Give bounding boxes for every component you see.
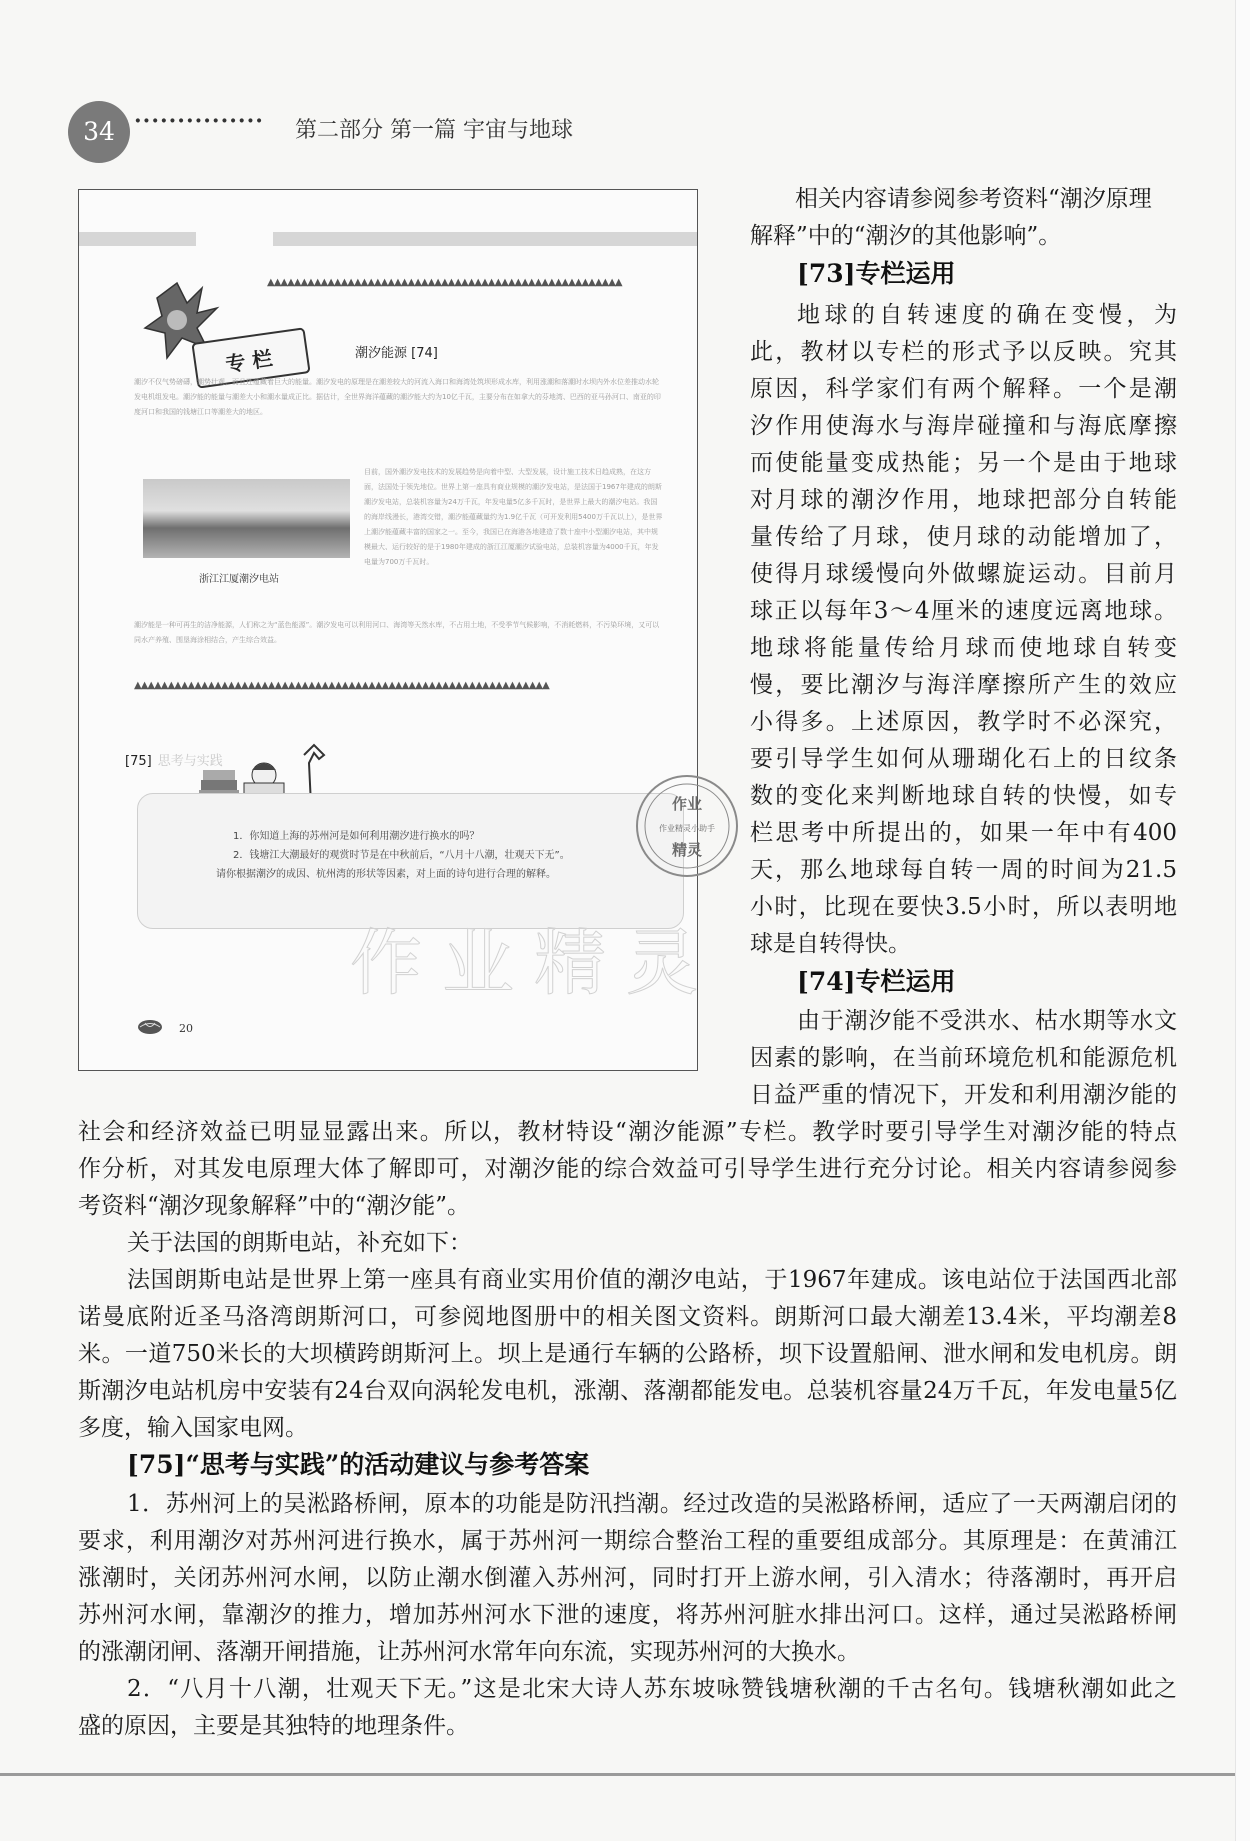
para-r2: 解释”中的“潮汐的其他影响”。 bbox=[750, 223, 1062, 249]
inset-divider-top: ▲▲▲▲▲▲▲▲▲▲▲▲▲▲▲▲▲▲▲▲▲▲▲▲▲▲▲▲▲▲▲▲▲▲▲▲▲▲▲▲▲▲▲▲▲▲▲▲▲▲▲▲▲ bbox=[267, 277, 622, 288]
para-r11: 球正以每年3～4厘米的速度远离地球。 bbox=[750, 598, 1177, 624]
photo-caption: 浙江江厦潮汐电站 bbox=[199, 574, 279, 585]
para-f11: 要求，利用潮汐对苏州河进行换水，属于苏州河一期综合整治工程的重要组成部分。其原理是：在黄浦江 bbox=[78, 1528, 1177, 1554]
para-f8: 斯潮汐电站机房中安装有24台双向涡轮发电机，涨潮、落潮都能发电。总装机容量24万千瓦，年发电量5亿 bbox=[78, 1378, 1177, 1404]
para-f15: 2．“八月十八潮，壮观天下无。”这是北宋大诗人苏东坡咏赞钱塘秋潮的千古名句。钱塘秋潮如此之 bbox=[127, 1676, 1177, 1702]
para-r10: 使得月球缓慢向外做螺旋运动。目前月 bbox=[750, 561, 1177, 587]
heading-75: [75]“思考与实践”的活动建议与参考答案 bbox=[127, 1450, 590, 1479]
para-f3: 考资料“潮汐现象解释”中的“潮汐能”。 bbox=[78, 1193, 471, 1219]
para-r8: 对月球的潮汐作用，地球把部分自转能 bbox=[750, 487, 1177, 513]
para-f9: 多度，输入国家电网。 bbox=[78, 1415, 308, 1441]
zhuanlan-text: 专 栏 bbox=[224, 346, 274, 377]
para-r16: 数的变化来判断地球自转的快慢，如专 bbox=[750, 783, 1177, 809]
zhuanlan-label-graphic bbox=[137, 278, 317, 388]
para-f16: 盛的原因，主要是其独特的地理条件。 bbox=[78, 1713, 469, 1739]
power-station-photo bbox=[143, 479, 350, 558]
header-dots: ··············· bbox=[134, 108, 264, 134]
para-r15: 要引导学生如何从珊瑚化石上的日纹条 bbox=[750, 746, 1177, 772]
para-r17: 栏思考中所提出的，如果一年中有400 bbox=[750, 820, 1177, 846]
para-f13: 苏州河水闸，靠潮汐的推力，增加苏州河水下泄的速度，将苏州河脏水排出河口。这样，通过吴淞路桥闸 bbox=[78, 1602, 1177, 1628]
tag-75-faint: 思考与实践 bbox=[157, 754, 223, 769]
box-title: 潮汐能源 [74] bbox=[355, 346, 438, 361]
question-2b: 请你根据潮汐的成因、杭州湾的形状等因素，对上面的诗句进行合理的解释。 bbox=[216, 869, 556, 880]
inset-paragraph-3: 潮汐能是一种可再生的洁净能源，人们称之为“蓝色能源”。潮汐发电可以利用河口、海湾等天然水库，不占用土地，不受季节气候影响，不消耗燃料，不污染环境，又可以同水产养殖、围垦海涂相结合，产生综合效益。 bbox=[134, 621, 660, 644]
para-f2: 作分析，对其发电原理大体了解即可，对潮汐能的综合效益可引导学生进行充分讨论。相关内容请参阅参 bbox=[78, 1156, 1177, 1182]
page-edge bbox=[1235, 0, 1250, 1841]
para-f12: 涨潮时，关闭苏州河水闸，以防止潮水倒灌入苏州河，同时打开上游水闸，引入清水；待落潮时，再开启 bbox=[78, 1565, 1177, 1591]
para-r13: 慢，要比潮汐与海洋摩擦所产生的效应 bbox=[750, 672, 1177, 698]
bottom-rule bbox=[0, 1773, 1235, 1776]
heading-73: [73]专栏运用 bbox=[797, 259, 956, 288]
para-r20: 球是自转得快。 bbox=[750, 931, 911, 957]
page-number-badge bbox=[68, 101, 130, 163]
para-r21: 由于潮汐能不受洪水、枯水期等水文 bbox=[797, 1008, 1177, 1034]
svg-text:作业: 作业 bbox=[671, 795, 703, 813]
para-r1: 相关内容请参阅参考资料“潮汐原理 bbox=[795, 186, 1152, 212]
zuoye-jingling-stamp bbox=[632, 771, 742, 881]
inset-divider-bottom: ▲▲▲▲▲▲▲▲▲▲▲▲▲▲▲▲▲▲▲▲▲▲▲▲▲▲▲▲▲▲▲▲▲▲▲▲▲▲▲▲▲▲▲▲▲▲▲▲▲▲▲▲▲▲▲▲▲▲▲▲▲▲ bbox=[134, 680, 549, 691]
para-f7: 米。一道750米长的大坝横跨朗斯河上。坝上是通行车辆的公路桥，坝下设置船闸、泄水闸和发电机房。朗 bbox=[78, 1341, 1177, 1367]
para-f1: 社会和经济效益已明显显露出来。所以，教材特设“潮汐能源”专栏。教学时要引导学生对潮汐能的特点 bbox=[78, 1119, 1177, 1145]
para-f4: 关于法国的朗斯电站，补充如下： bbox=[127, 1230, 472, 1256]
globe-icon bbox=[137, 1018, 163, 1036]
question-1: 1．你知道上海的苏州河是如何利用潮汐进行换水的吗？ bbox=[233, 831, 480, 842]
para-r3: 地球的自转速度的确在变慢，为 bbox=[797, 302, 1177, 328]
inset-band-right bbox=[273, 232, 697, 246]
para-r4: 此，教材以专栏的形式予以反映。究其 bbox=[750, 339, 1177, 365]
para-f10: 1．苏州河上的吴淞路桥闸，原本的功能是防汛挡潮。经过改造的吴淞路桥闸，适应了一天两潮启闭的 bbox=[127, 1491, 1177, 1517]
para-r9: 量传给了月球，使月球的动能增加了， bbox=[750, 524, 1177, 550]
para-r5: 原因，科学家们有两个解释。一个是潮 bbox=[750, 376, 1177, 402]
inset-paragraph-2: 目前，国外潮汐发电技术的发展趋势是向着中型、大型发展，设计施工技术日趋成熟，在这方面，法国处于领先地位。世界上第一座具有商业规模的潮汐发电站，是法国于1967年建成的朗斯潮汐发电站，总装机容量为24万千瓦，年发电量5亿多千瓦时，是世界上最大的潮汐电站。我国的海岸线漫长，港湾交错，潮汐能蕴藏量约为1.9亿千瓦（可开发利用5400万千瓦以上），是世界上潮汐能蕴藏丰富的国家之一。至今，我国已在海港各地建造了数十座中小型潮汐电站，其中规模最大、运行较好的是于1980年建成的浙江江厦潮汐试验电站，总装机容量为4000千瓦，年发电量为700万千瓦时。 bbox=[364, 468, 663, 566]
svg-text:作业精灵小助手: 作业精灵小助手 bbox=[659, 824, 715, 833]
question-2a: 2．钱塘江大潮最好的观赏时节是在中秋前后，“八月十八潮，壮观天下无”。 bbox=[233, 850, 570, 861]
inset-band-left bbox=[79, 232, 196, 246]
para-r18: 天，那么地球每自转一周的时间为21.5 bbox=[750, 857, 1177, 883]
page-number: 34 bbox=[83, 117, 115, 146]
para-r14: 小得多。上述原因，教学时不必深究， bbox=[750, 709, 1177, 735]
tag-75-label: [75] bbox=[125, 754, 152, 769]
para-r7: 而使能量变成热能；另一个是由于地球 bbox=[750, 450, 1177, 476]
para-r23: 日益严重的情况下，开发和利用潮汐能的 bbox=[750, 1082, 1177, 1108]
para-r6: 汐作用使海水与海岸碰撞和与海底摩擦 bbox=[750, 413, 1177, 439]
para-r19: 小时，比现在要快3.5小时，所以表明地 bbox=[750, 894, 1177, 920]
para-f6: 诺曼底附近圣马洛湾朗斯河口，可参阅地图册中的相关图文资料。朗斯河口最大潮差13.4米，平均潮差8 bbox=[78, 1304, 1177, 1330]
para-r22: 因素的影响，在当前环境危机和能源危机 bbox=[750, 1045, 1177, 1071]
running-head: 第二部分 第一篇 宇宙与地球 bbox=[295, 118, 573, 143]
para-f14: 的涨潮闭闸、落潮开闸措施，让苏州河水常年向东流，实现苏州河的大换水。 bbox=[78, 1639, 860, 1665]
inset-paragraph-1: 潮汐不仅气势磅礴，潮势壮观，而且还蕴藏着巨大的能量。潮汐发电的原理是在潮差较大的河流入海口和海湾处筑坝形成水库，利用涨潮和落潮时水坝内外水位差推动水轮发电机组发电。潮汐能的能量与潮差大小和潮水量成正比。据估计，全世界海洋蕴藏的潮汐能大约为10亿千瓦，主要分布在如拿大的芬地湾、巴西的亚马孙河口、南亚的印度河口和我国的钱塘江口等潮差大的地区。 bbox=[134, 378, 661, 416]
inset-page-number: 20 bbox=[179, 1022, 193, 1035]
watermark: 作业精灵 bbox=[350, 921, 719, 1005]
heading-74: [74]专栏运用 bbox=[797, 967, 956, 996]
para-r12: 地球将能量传给月球而使地球自转变 bbox=[750, 635, 1177, 661]
para-f5: 法国朗斯电站是世界上第一座具有商业实用价值的潮汐电站，于1967年建成。该电站位于法国西北部 bbox=[127, 1267, 1177, 1293]
svg-text:精灵: 精灵 bbox=[671, 841, 703, 859]
